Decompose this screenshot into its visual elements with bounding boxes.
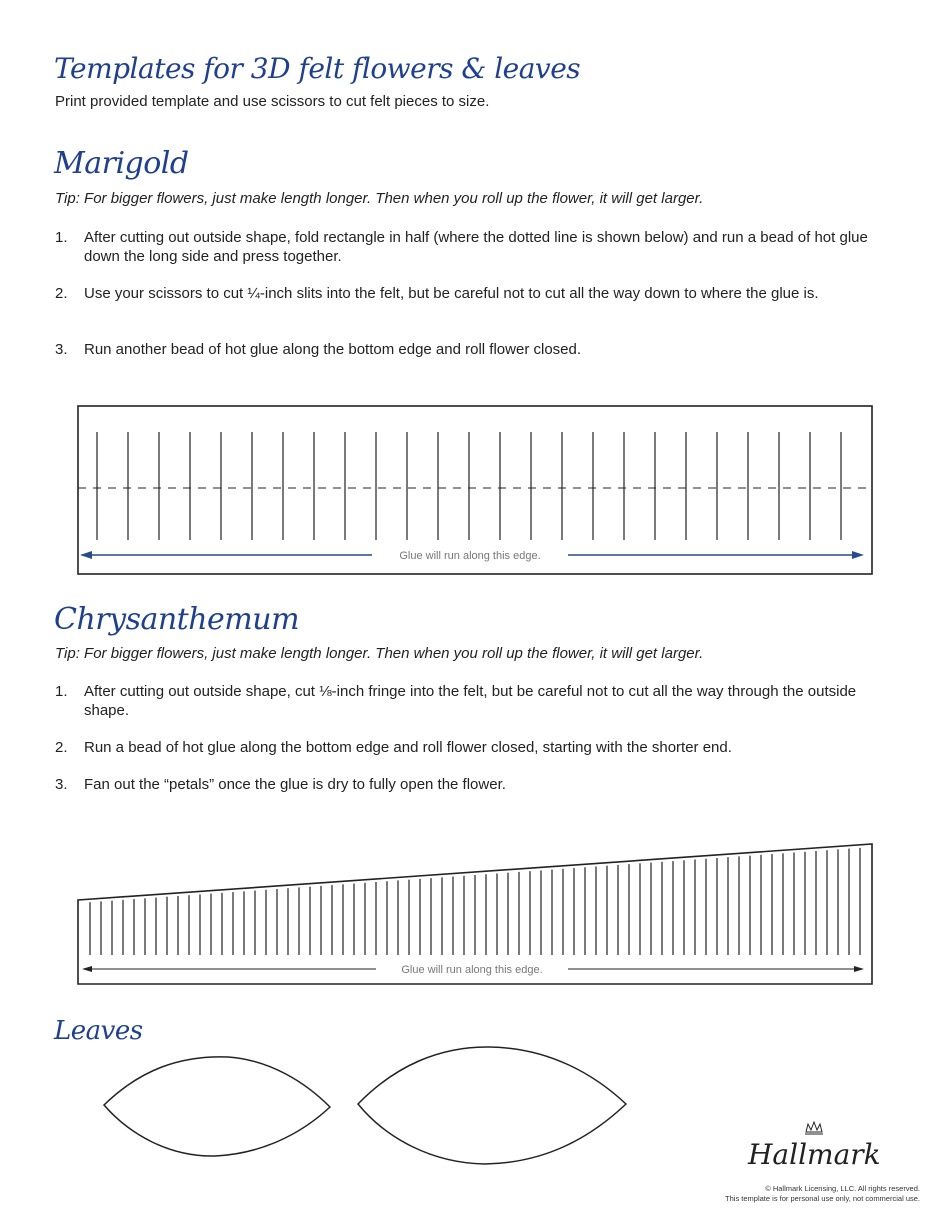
- leaves-heading: Leaves: [54, 1016, 143, 1046]
- marigold-heading: Marigold: [54, 146, 189, 181]
- hallmark-wordmark: Hallmark: [748, 1138, 881, 1171]
- usage-text: This template is for personal use only, not commercial use.: [725, 1194, 920, 1203]
- page-title: Templates for 3D felt flowers & leaves: [54, 52, 581, 85]
- step-text: Fan out the “petals” once the glue is dry to fully open the flower.: [84, 776, 506, 793]
- copyright-text: © Hallmark Licensing, LLC. All rights reserved.: [765, 1184, 920, 1193]
- leaf-small: [104, 1057, 330, 1156]
- step-number: 3.: [55, 776, 68, 793]
- intro-text: Print provided template and use scissors to cut felt pieces to size.: [55, 93, 490, 110]
- step-number: 1.: [55, 229, 68, 246]
- chrysanthemum-tip: Tip: For bigger flowers, just make length longer. Then when you roll up the flower, it will get larger.: [55, 645, 704, 662]
- step-text: Run another bead of hot glue along the bottom edge and roll flower closed.: [84, 341, 582, 358]
- marigold-glue-label: Glue will run along this edge.: [399, 550, 541, 562]
- chrysanthemum-heading: Chrysanthemum: [54, 602, 300, 637]
- step-text: After cutting out outside shape, cut ⅛-inch fringe into the felt, but be careful not to cut all the way through the outside shape.: [84, 683, 857, 719]
- leaf-large: [358, 1047, 626, 1164]
- step-text: Run a bead of hot glue along the bottom edge and roll flower closed, starting with the shorter end.: [84, 739, 732, 756]
- chrysanthemum-glue-label: Glue will run along this edge.: [401, 964, 543, 976]
- crown-icon: [805, 1122, 823, 1134]
- step-number: 2.: [55, 285, 68, 302]
- step-text: Use your scissors to cut ¼-inch slits into the felt, but be careful not to cut all the way down to where the glue is.: [84, 285, 819, 302]
- hallmark-logo: [740, 1120, 890, 1180]
- step-number: 2.: [55, 739, 68, 756]
- step-number: 1.: [55, 683, 68, 700]
- step-number: 3.: [55, 341, 68, 358]
- marigold-tip: Tip: For bigger flowers, just make length longer. Then when you roll up the flower, it will get larger.: [55, 190, 704, 207]
- step-text: After cutting out outside shape, fold rectangle in half (where the dotted line is shown below) and run a bead of hot glue down the long side and press together.: [84, 229, 868, 265]
